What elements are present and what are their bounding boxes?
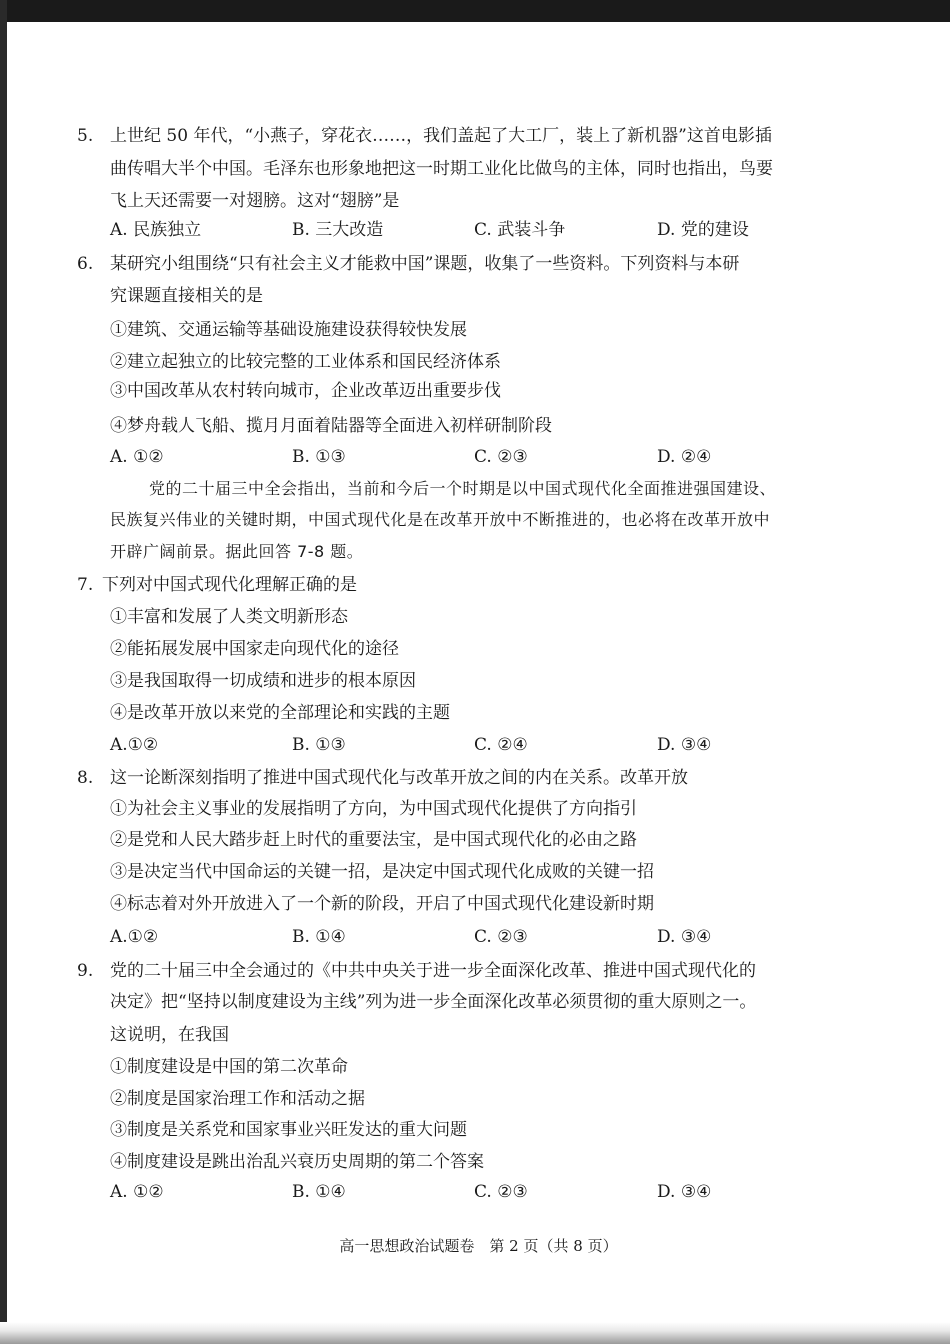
question-9-item-4: ④制度建设是跳出治乱兴衰历史周期的第二个答案	[110, 1152, 484, 1172]
material-paragraph-line-2: 民族复兴伟业的关键时期，中国式现代化是在改革开放中不断推进的，也必将在改革开放中	[110, 510, 771, 529]
scan-border-top	[0, 0, 950, 22]
question-6-stem-line-2: 究课题直接相关的是	[110, 286, 263, 306]
question-7-stem: 下列对中国式现代化理解正确的是	[102, 575, 357, 595]
question-5-option-b: B. 三大改造	[292, 220, 384, 240]
question-6-stem-line-1: 某研究小组围绕“只有社会主义才能救中国”课题，收集了一些资料。下列资料与本研	[110, 254, 740, 274]
question-7-option-a: A.①②	[110, 735, 159, 755]
question-6-item-1: ①建筑、交通运输等基础设施建设获得较快发展	[110, 320, 467, 340]
question-9-item-3: ③制度是关系党和国家事业兴旺发达的重大问题	[110, 1120, 467, 1140]
question-7-option-b: B. ①③	[292, 735, 346, 755]
material-paragraph-line-1: 党的二十届三中全会指出，当前和今后一个时期是以中国式现代化全面推进强国建设、	[149, 479, 777, 498]
question-5-option-a: A. 民族独立	[110, 220, 202, 240]
question-5-stem-line-3: 飞上天还需要一对翅膀。这对“翅膀”是	[110, 191, 400, 211]
scan-border-left	[0, 0, 7, 1344]
question-9-stem-line-3: 这说明，在我国	[110, 1025, 229, 1045]
question-8-number: 8.	[77, 768, 94, 788]
scan-border-bottom	[0, 1322, 950, 1344]
question-7-option-c: C. ②④	[474, 735, 528, 755]
question-8-option-d: D. ③④	[657, 927, 712, 947]
question-8-item-4: ④标志着对外开放进入了一个新的阶段，开启了中国式现代化建设新时期	[110, 894, 654, 914]
question-9-stem-line-1: 党的二十届三中全会通过的《中共中央关于进一步全面深化改革、推进中国式现代化的	[110, 961, 756, 981]
question-5-number: 5.	[77, 126, 94, 146]
question-6-option-c: C. ②③	[474, 447, 528, 467]
question-5-option-d: D. 党的建设	[657, 220, 749, 240]
question-9-stem-line-2: 决定》把“坚持以制度建设为主线”列为进一步全面深化改革必须贯彻的重大原则之一。	[110, 992, 757, 1012]
question-8-item-2: ②是党和人民大踏步赶上时代的重要法宝，是中国式现代化的必由之路	[110, 830, 637, 850]
question-9-number: 9.	[77, 961, 94, 981]
question-7-item-2: ②能拓展发展中国家走向现代化的途径	[110, 639, 399, 659]
question-6-number: 6.	[77, 254, 94, 274]
page-footer: 高一思想政治试题卷 第 2 页（共 8 页）	[339, 1237, 618, 1255]
question-7-option-d: D. ③④	[657, 735, 712, 755]
question-6-item-2: ②建立起独立的比较完整的工业体系和国民经济体系	[110, 352, 501, 372]
question-6-option-a: A. ①②	[110, 447, 164, 467]
question-6-option-b: B. ①③	[292, 447, 346, 467]
question-9-option-b: B. ①④	[292, 1182, 346, 1202]
question-8-item-1: ①为社会主义事业的发展指明了方向，为中国式现代化提供了方向指引	[110, 799, 637, 819]
question-7-item-3: ③是我国取得一切成绩和进步的根本原因	[110, 671, 416, 691]
question-8-option-c: C. ②③	[474, 927, 528, 947]
question-9-option-a: A. ①②	[110, 1182, 164, 1202]
question-8-stem: 这一论断深刻指明了推进中国式现代化与改革开放之间的内在关系。改革开放	[110, 768, 688, 788]
material-paragraph-line-3: 开辟广阔前景。据此回答 7-8 题。	[110, 542, 364, 561]
question-6-option-d: D. ②④	[657, 447, 712, 467]
question-5-stem-line-1: 上世纪 50 年代，“小燕子，穿花衣……，我们盖起了大工厂，装上了新机器”这首电影插	[110, 126, 772, 146]
question-8-option-b: B. ①④	[292, 927, 346, 947]
question-5-stem-line-2: 曲传唱大半个中国。毛泽东也形象地把这一时期工业化比做鸟的主体，同时也指出，鸟要	[110, 159, 773, 179]
question-9-item-2: ②制度是国家治理工作和活动之据	[110, 1089, 365, 1109]
question-5-option-c: C. 武装斗争	[474, 220, 566, 240]
question-8-item-3: ③是决定当代中国命运的关键一招，是决定中国式现代化成败的关键一招	[110, 862, 654, 882]
exam-page	[7, 22, 950, 1322]
question-8-option-a: A.①②	[110, 927, 159, 947]
question-9-option-d: D. ③④	[657, 1182, 712, 1202]
question-6-item-3: ③中国改革从农村转向城市，企业改革迈出重要步伐	[110, 381, 501, 401]
question-7-item-1: ①丰富和发展了人类文明新形态	[110, 607, 348, 627]
question-7-number: 7.	[77, 575, 94, 595]
question-9-option-c: C. ②③	[474, 1182, 528, 1202]
question-7-item-4: ④是改革开放以来党的全部理论和实践的主题	[110, 703, 450, 723]
question-6-item-4: ④梦舟载人飞船、揽月月面着陆器等全面进入初样研制阶段	[110, 416, 552, 436]
question-9-item-1: ①制度建设是中国的第二次革命	[110, 1057, 348, 1077]
